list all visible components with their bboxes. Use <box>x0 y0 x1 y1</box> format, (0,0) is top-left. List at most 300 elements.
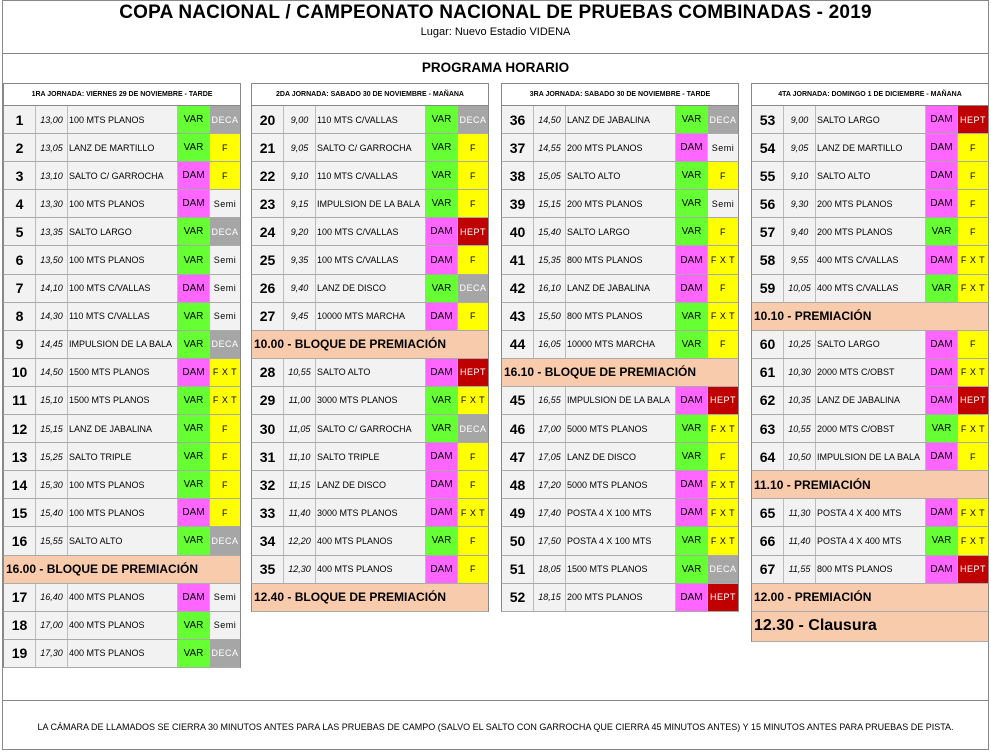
gender-badge: VAR <box>676 162 708 189</box>
gender-badge: VAR <box>676 190 708 217</box>
gender-badge: DAM <box>676 499 708 526</box>
gender-badge: VAR <box>676 303 708 330</box>
event-name: POSTA 4 X 100 MTS <box>566 499 676 526</box>
event-row <box>251 359 489 387</box>
event-time: 10,05 <box>784 275 816 302</box>
day-heading: 1RA JORNADA: VIERNES 29 DE NOVIEMBRE - TARDE <box>3 83 241 106</box>
gender-badge: DAM <box>178 359 210 386</box>
event-time: 17,00 <box>534 415 566 442</box>
event-number: 12 <box>4 415 36 442</box>
event-time: 9,55 <box>784 246 816 273</box>
event-row <box>501 527 739 555</box>
event-name: IMPULSION DE LA BALA <box>566 387 676 414</box>
event-name: 1500 MTS PLANOS <box>68 359 178 386</box>
event-name: LANZ DE JABALINA <box>566 106 676 133</box>
award-ceremony-row: 16.10 - BLOQUE DE PREMIACIÓN <box>501 359 739 387</box>
phase-badge: F X T <box>958 415 988 442</box>
event-row <box>3 359 241 387</box>
event-name: SALTO C/ GARROCHA <box>316 134 426 161</box>
event-name: 5000 MTS PLANOS <box>566 471 676 498</box>
event-name: 100 MTS PLANOS <box>68 499 178 526</box>
event-time: 15,40 <box>534 218 566 245</box>
phase-badge: F X T <box>210 387 240 414</box>
event-name: 800 MTS PLANOS <box>566 246 676 273</box>
gender-badge: VAR <box>178 303 210 330</box>
event-row <box>751 387 989 415</box>
day-heading: 4TA JORNADA: DOMINGO 1 DE DICIEMBRE - MAÑANA <box>751 83 989 106</box>
phase-badge: F X T <box>210 359 240 386</box>
event-row <box>251 162 489 190</box>
gender-badge: VAR <box>178 218 210 245</box>
event-row <box>251 303 489 331</box>
event-number: 2 <box>4 134 36 161</box>
phase-badge: F <box>458 443 488 470</box>
event-name: 200 MTS PLANOS <box>566 584 676 611</box>
event-number: 8 <box>4 303 36 330</box>
event-number: 6 <box>4 246 36 273</box>
event-number: 17 <box>4 584 36 611</box>
event-time: 15,05 <box>534 162 566 189</box>
gender-badge: DAM <box>926 387 958 414</box>
event-time: 13,10 <box>36 162 68 189</box>
gender-badge: DAM <box>426 556 458 583</box>
event-time: 9,35 <box>284 246 316 273</box>
phase-badge: Semi <box>708 134 738 161</box>
event-name: LANZ DE JABALINA <box>566 275 676 302</box>
event-time: 15,30 <box>36 471 68 498</box>
event-time: 15,15 <box>534 190 566 217</box>
event-time: 11,05 <box>284 415 316 442</box>
gender-badge: VAR <box>426 275 458 302</box>
event-number: 37 <box>502 134 534 161</box>
event-time: 15,50 <box>534 303 566 330</box>
event-row <box>3 415 241 443</box>
event-name: 100 MTS PLANOS <box>68 471 178 498</box>
event-number: 30 <box>252 415 284 442</box>
event-row <box>251 499 489 527</box>
event-row <box>751 106 989 134</box>
phase-badge: DECA <box>458 275 488 302</box>
event-row <box>3 275 241 303</box>
event-time: 11,30 <box>784 499 816 526</box>
phase-badge: F X T <box>958 275 988 302</box>
event-name: SALTO LARGO <box>68 218 178 245</box>
phase-badge: F X T <box>708 303 738 330</box>
phase-badge: F <box>958 443 988 470</box>
event-name: SALTO ALTO <box>566 162 676 189</box>
phase-badge: F <box>958 218 988 245</box>
phase-badge: F <box>708 218 738 245</box>
event-number: 43 <box>502 303 534 330</box>
event-number: 11 <box>4 387 36 414</box>
event-number: 62 <box>752 387 784 414</box>
event-number: 39 <box>502 190 534 217</box>
event-number: 26 <box>252 275 284 302</box>
event-row <box>501 303 739 331</box>
event-number: 22 <box>252 162 284 189</box>
phase-badge: F <box>458 190 488 217</box>
event-number: 7 <box>4 275 36 302</box>
event-time: 11,40 <box>784 527 816 554</box>
event-number: 4 <box>4 190 36 217</box>
event-row <box>501 331 739 359</box>
event-name: LANZ DE MARTILLO <box>68 134 178 161</box>
phase-badge: F <box>458 471 488 498</box>
gender-badge: VAR <box>926 415 958 442</box>
event-time: 14,10 <box>36 275 68 302</box>
event-name: 5000 MTS PLANOS <box>566 415 676 442</box>
phase-badge: HEPT <box>458 218 488 245</box>
event-row <box>3 499 241 527</box>
event-row <box>3 190 241 218</box>
gender-badge: DAM <box>426 218 458 245</box>
event-name: SALTO ALTO <box>316 359 426 386</box>
event-name: SALTO ALTO <box>68 527 178 554</box>
gender-badge: DAM <box>178 584 210 611</box>
event-name: POSTA 4 X 100 MTS <box>566 527 676 554</box>
event-name: POSTA 4 X 400 MTS <box>816 527 926 554</box>
event-time: 10,55 <box>784 415 816 442</box>
gender-badge: VAR <box>178 246 210 273</box>
gender-badge: DAM <box>676 134 708 161</box>
gender-badge: VAR <box>178 527 210 554</box>
gender-badge: VAR <box>178 106 210 133</box>
phase-badge: Semi <box>210 303 240 330</box>
event-number: 13 <box>4 443 36 470</box>
day-heading: 2DA JORNADA: SABADO 30 DE NOVIEMBRE - MAÑANA <box>251 83 489 106</box>
phase-badge: F X T <box>958 499 988 526</box>
event-name: 200 MTS PLANOS <box>816 190 926 217</box>
phase-badge: Semi <box>210 246 240 273</box>
award-ceremony-row: 12.00 - PREMIACIÓN <box>751 584 989 612</box>
phase-badge: HEPT <box>958 556 988 583</box>
gender-badge: DAM <box>178 275 210 302</box>
event-number: 23 <box>252 190 284 217</box>
gender-badge: VAR <box>926 275 958 302</box>
event-number: 21 <box>252 134 284 161</box>
schedule-day-3 <box>501 83 739 612</box>
gender-badge: VAR <box>676 218 708 245</box>
event-number: 32 <box>252 471 284 498</box>
event-number: 52 <box>502 584 534 611</box>
event-number: 14 <box>4 471 36 498</box>
event-number: 19 <box>4 640 36 667</box>
schedule-day-2 <box>251 83 489 612</box>
event-row <box>3 387 241 415</box>
gender-badge: DAM <box>926 106 958 133</box>
phase-badge: HEPT <box>958 106 988 133</box>
event-row <box>3 218 241 246</box>
event-name: LANZ DE DISCO <box>316 275 426 302</box>
gender-badge: DAM <box>926 134 958 161</box>
event-number: 9 <box>4 331 36 358</box>
event-row <box>3 106 241 134</box>
phase-badge: F <box>458 246 488 273</box>
event-name: IMPULSION DE LA BALA <box>68 331 178 358</box>
event-number: 15 <box>4 499 36 526</box>
gender-badge: VAR <box>676 443 708 470</box>
event-name: SALTO C/ GARROCHA <box>316 415 426 442</box>
event-name: SALTO TRIPLE <box>316 443 426 470</box>
phase-badge: F <box>708 331 738 358</box>
gender-badge: VAR <box>926 527 958 554</box>
event-time: 13,00 <box>36 106 68 133</box>
event-time: 9,05 <box>284 134 316 161</box>
phase-badge: F <box>210 415 240 442</box>
event-row <box>251 527 489 555</box>
phase-badge: F X T <box>708 499 738 526</box>
event-number: 48 <box>502 471 534 498</box>
gender-badge: VAR <box>426 134 458 161</box>
event-name: 100 MTS PLANOS <box>68 106 178 133</box>
schedule-day-4 <box>751 83 989 642</box>
event-row <box>501 106 739 134</box>
event-row <box>751 331 989 359</box>
event-name: 2000 MTS C/OBST <box>816 415 926 442</box>
event-time: 11,40 <box>284 499 316 526</box>
event-name: 110 MTS C/VALLAS <box>68 303 178 330</box>
gender-badge: VAR <box>178 387 210 414</box>
event-number: 5 <box>4 218 36 245</box>
event-time: 15,15 <box>36 415 68 442</box>
phase-badge: F X T <box>958 359 988 386</box>
event-number: 40 <box>502 218 534 245</box>
event-row <box>751 556 989 584</box>
event-name: 110 MTS C/VALLAS <box>316 106 426 133</box>
event-number: 44 <box>502 331 534 358</box>
gender-badge: VAR <box>178 415 210 442</box>
event-number: 59 <box>752 275 784 302</box>
event-number: 10 <box>4 359 36 386</box>
event-time: 14,50 <box>36 359 68 386</box>
phase-badge: F X T <box>708 471 738 498</box>
award-ceremony-row: 11.10 - PREMIACIÓN <box>751 471 989 499</box>
event-name: 100 MTS PLANOS <box>68 190 178 217</box>
phase-badge: DECA <box>210 106 240 133</box>
event-time: 9,30 <box>784 190 816 217</box>
event-time: 15,10 <box>36 387 68 414</box>
phase-badge: DECA <box>210 218 240 245</box>
event-row <box>751 134 989 162</box>
gender-badge: DAM <box>426 499 458 526</box>
phase-badge: DECA <box>210 331 240 358</box>
event-number: 20 <box>252 106 284 133</box>
event-row <box>251 556 489 584</box>
phase-badge: DECA <box>458 415 488 442</box>
phase-badge: HEPT <box>708 387 738 414</box>
phase-badge: HEPT <box>708 584 738 611</box>
event-name: LANZ DE MARTILLO <box>816 134 926 161</box>
gender-badge: VAR <box>676 415 708 442</box>
event-number: 33 <box>252 499 284 526</box>
phase-badge: F X T <box>708 246 738 273</box>
event-name: SALTO ALTO <box>816 162 926 189</box>
event-name: IMPULSION DE LA BALA <box>816 443 926 470</box>
event-time: 11,10 <box>284 443 316 470</box>
event-name: 400 MTS PLANOS <box>316 556 426 583</box>
event-row <box>3 612 241 640</box>
event-row <box>751 190 989 218</box>
event-time: 13,35 <box>36 218 68 245</box>
header-divider <box>2 53 989 54</box>
event-number: 57 <box>752 218 784 245</box>
gender-badge: DAM <box>676 387 708 414</box>
phase-badge: DECA <box>708 556 738 583</box>
phase-badge: F <box>458 303 488 330</box>
event-time: 11,55 <box>784 556 816 583</box>
phase-badge: F <box>458 556 488 583</box>
event-number: 28 <box>252 359 284 386</box>
event-number: 24 <box>252 218 284 245</box>
gender-badge: VAR <box>676 527 708 554</box>
event-name: 400 MTS PLANOS <box>68 640 178 667</box>
event-number: 18 <box>4 612 36 639</box>
event-time: 16,55 <box>534 387 566 414</box>
event-row <box>3 584 241 612</box>
event-row <box>251 134 489 162</box>
phase-badge: Semi <box>210 190 240 217</box>
event-time: 10,35 <box>784 387 816 414</box>
event-row <box>501 134 739 162</box>
event-time: 18,15 <box>534 584 566 611</box>
event-row <box>3 527 241 555</box>
phase-badge: F <box>958 190 988 217</box>
event-name: 800 MTS PLANOS <box>816 556 926 583</box>
gender-badge: VAR <box>178 134 210 161</box>
event-row <box>501 443 739 471</box>
event-name: 400 MTS C/VALLAS <box>816 246 926 273</box>
event-row <box>501 275 739 303</box>
event-time: 17,20 <box>534 471 566 498</box>
event-row <box>3 331 241 359</box>
gender-badge: DAM <box>426 359 458 386</box>
event-time: 15,25 <box>36 443 68 470</box>
event-number: 16 <box>4 527 36 554</box>
event-number: 42 <box>502 275 534 302</box>
closing-ceremony-row: 12.30 - Clausura <box>751 612 989 642</box>
event-name: 3000 MTS PLANOS <box>316 387 426 414</box>
event-time: 12,30 <box>284 556 316 583</box>
event-number: 45 <box>502 387 534 414</box>
event-name: 110 MTS C/VALLAS <box>316 162 426 189</box>
phase-badge: F <box>708 443 738 470</box>
venue-subtitle: Lugar: Nuevo Estadio VIDENA <box>420 26 571 38</box>
gender-badge: VAR <box>178 471 210 498</box>
gender-badge: VAR <box>676 556 708 583</box>
event-time: 17,00 <box>36 612 68 639</box>
gender-badge: DAM <box>926 162 958 189</box>
event-number: 66 <box>752 527 784 554</box>
event-time: 14,55 <box>534 134 566 161</box>
gender-badge: VAR <box>676 331 708 358</box>
gender-badge: VAR <box>426 190 458 217</box>
phase-badge: F <box>458 162 488 189</box>
event-row <box>251 387 489 415</box>
gender-badge: VAR <box>426 387 458 414</box>
event-time: 16,40 <box>36 584 68 611</box>
event-time: 16,05 <box>534 331 566 358</box>
event-row <box>751 218 989 246</box>
event-number: 47 <box>502 443 534 470</box>
phase-badge: F <box>458 134 488 161</box>
event-row <box>3 303 241 331</box>
event-time: 9,05 <box>784 134 816 161</box>
event-time: 13,30 <box>36 190 68 217</box>
event-number: 35 <box>252 556 284 583</box>
gender-badge: DAM <box>178 499 210 526</box>
event-name: SALTO C/ GARROCHA <box>68 162 178 189</box>
gender-badge: DAM <box>178 162 210 189</box>
event-row <box>501 190 739 218</box>
event-row <box>751 162 989 190</box>
event-row <box>501 218 739 246</box>
event-number: 60 <box>752 331 784 358</box>
phase-badge: DECA <box>708 106 738 133</box>
event-time: 9,10 <box>784 162 816 189</box>
gender-badge: DAM <box>926 556 958 583</box>
gender-badge: DAM <box>926 443 958 470</box>
event-name: 100 MTS C/VALLAS <box>316 246 426 273</box>
gender-badge: DAM <box>426 303 458 330</box>
gender-badge: VAR <box>426 162 458 189</box>
event-row <box>3 640 241 668</box>
phase-badge: F <box>210 499 240 526</box>
schedule-day-1 <box>3 83 241 668</box>
gender-badge: DAM <box>426 246 458 273</box>
event-name: 10000 MTS MARCHA <box>316 303 426 330</box>
gender-badge: VAR <box>426 415 458 442</box>
event-row <box>501 499 739 527</box>
event-time: 9,10 <box>284 162 316 189</box>
event-name: 400 MTS PLANOS <box>68 584 178 611</box>
phase-badge: F <box>708 275 738 302</box>
event-row <box>751 415 989 443</box>
event-number: 34 <box>252 527 284 554</box>
event-number: 67 <box>752 556 784 583</box>
event-number: 41 <box>502 246 534 273</box>
event-name: 1500 MTS PLANOS <box>566 556 676 583</box>
phase-badge: F <box>210 134 240 161</box>
gender-badge: VAR <box>426 106 458 133</box>
gender-badge: DAM <box>926 499 958 526</box>
event-row <box>751 499 989 527</box>
phase-badge: Semi <box>210 584 240 611</box>
event-row <box>501 415 739 443</box>
event-time: 11,15 <box>284 471 316 498</box>
event-number: 50 <box>502 527 534 554</box>
event-name: 800 MTS PLANOS <box>566 303 676 330</box>
phase-badge: F X T <box>458 499 488 526</box>
event-row <box>251 218 489 246</box>
event-time: 13,05 <box>36 134 68 161</box>
event-row <box>751 359 989 387</box>
phase-badge: F <box>210 162 240 189</box>
event-time: 18,05 <box>534 556 566 583</box>
event-time: 10,55 <box>284 359 316 386</box>
phase-badge: Semi <box>210 275 240 302</box>
gender-badge: DAM <box>926 246 958 273</box>
phase-badge: F X T <box>708 527 738 554</box>
phase-badge: F X T <box>958 527 988 554</box>
phase-badge: F <box>458 527 488 554</box>
gender-badge: VAR <box>178 443 210 470</box>
award-ceremony-row: 10.00 - BLOQUE DE PREMIACIÓN <box>251 331 489 359</box>
event-row <box>501 387 739 415</box>
event-time: 9,00 <box>284 106 316 133</box>
event-name: 100 MTS C/VALLAS <box>68 275 178 302</box>
event-row <box>501 471 739 499</box>
event-number: 51 <box>502 556 534 583</box>
